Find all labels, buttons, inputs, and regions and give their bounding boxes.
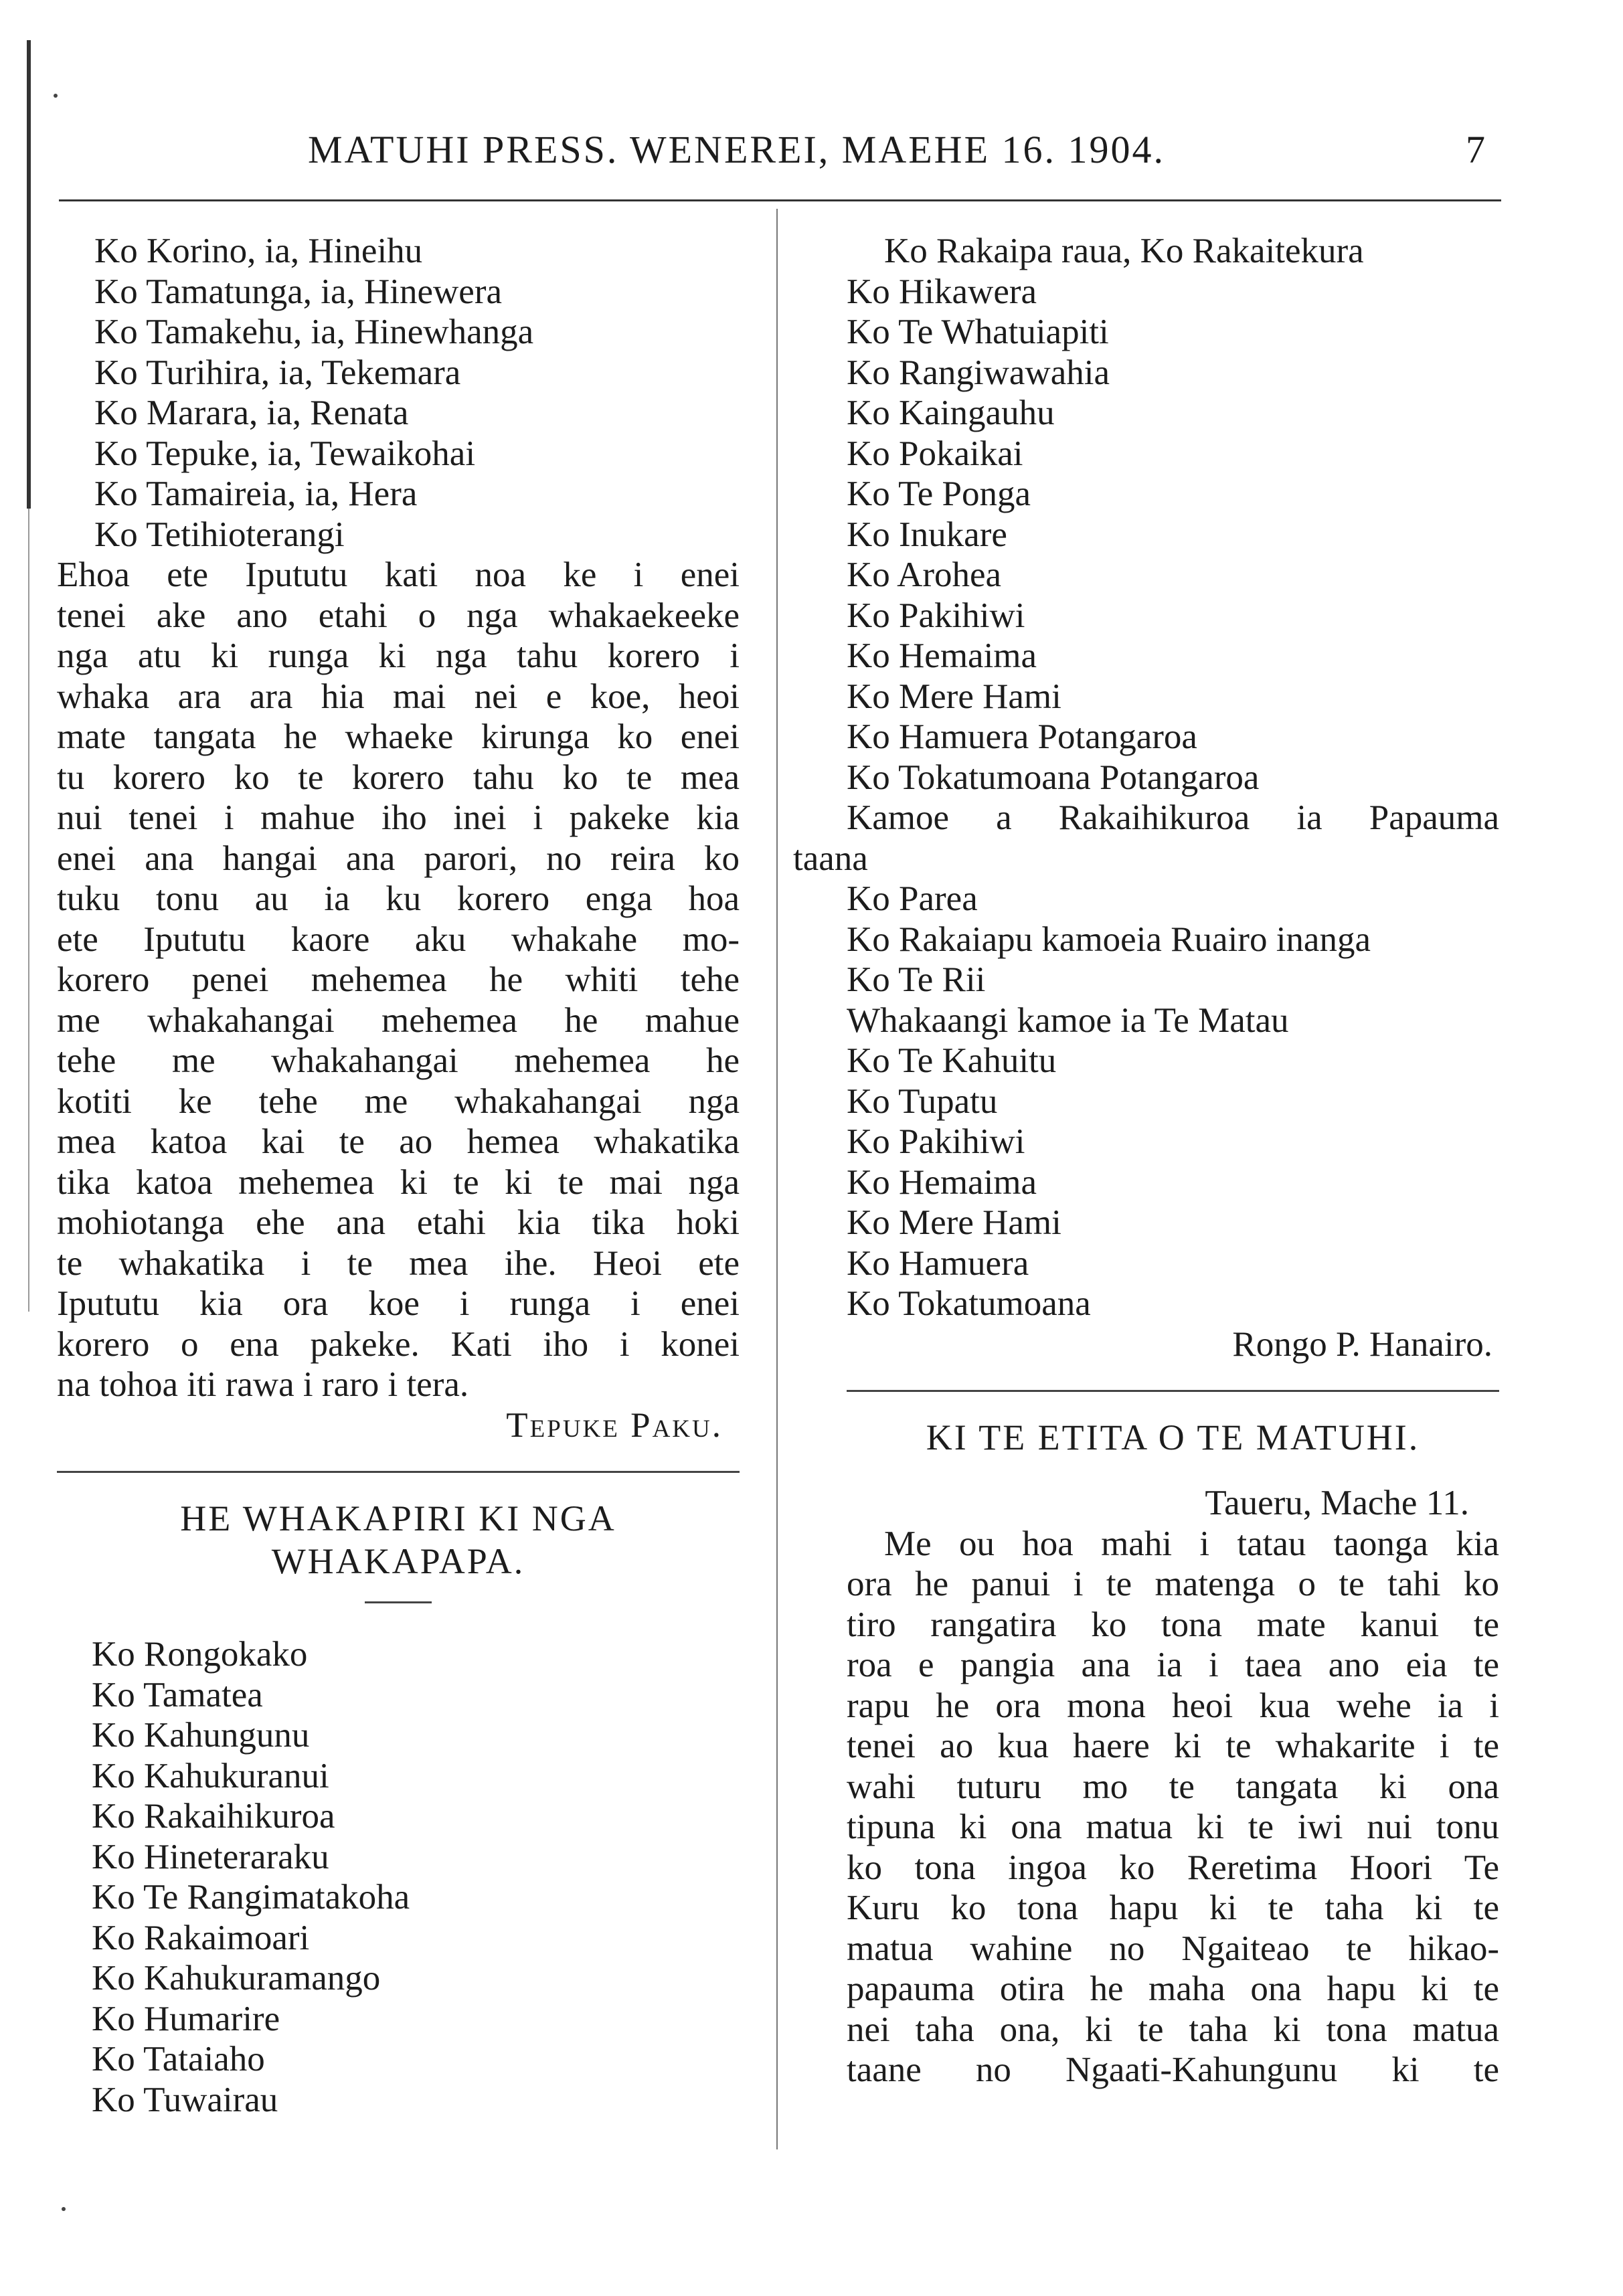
text-line: te whakatika i te mea ihe. Heoi ete (57, 1243, 740, 1283)
text-line: Me ou hoa mahi i tatau taonga kia (884, 1524, 1499, 1563)
genealogy-list (847, 231, 1499, 798)
section-rule (57, 1471, 740, 1473)
list-item: Ko Turihira, ia, Tekemara (94, 353, 461, 392)
text-line: tika katoa mehemea ki te ki te mai nga (57, 1162, 740, 1202)
list-item: Ko Tupatu (847, 1081, 998, 1121)
header-rule (59, 199, 1501, 201)
text-line: whaka ara ara hia mai nei e koe, heoi (57, 677, 740, 716)
list-item: Ko Pokaikai (847, 434, 1023, 473)
list-item: Ko Rakaimoari (92, 1918, 310, 1957)
text-line: Ehoa ete Ipututu kati noa ke i enei (57, 555, 740, 594)
text-line: roa e pangia ana ia i taea ano eia te (847, 1646, 1499, 1684)
list-item: Ko Rongokako (92, 1635, 308, 1674)
text-line: kotiti ke tehe me whakahangai nga (57, 1081, 740, 1121)
text-line: ko tona ingoa ko Reretima Hoori Te (847, 1848, 1499, 1887)
column-divider (776, 209, 778, 2149)
list-item: Ko Hineteraraku (92, 1837, 329, 1876)
list-item: Ko Te Rangimatakoha (92, 1878, 410, 1917)
text-line: nga atu ki runga ki nga tahu korero i (57, 636, 740, 675)
text-line: mea katoa kai te ao hemea whakatika (57, 1122, 740, 1161)
spacer (847, 1471, 1499, 1483)
text-line: mohiotanga ehe ana etahi kia tika hoki (57, 1203, 740, 1242)
list-item: Ko Kahungunu (92, 1716, 310, 1755)
running-head: MATUHI PRESS. WENEREI, MAEHE 16. 1904. (308, 128, 1165, 171)
list-item: Ko Pakihiwi (847, 596, 1025, 635)
section-heading: KI TE ETITA O TE MATUHI. (926, 1417, 1420, 1458)
list-item: Ko Parea (847, 879, 978, 918)
name-list-top (57, 231, 740, 555)
text-line: enei ana hangai ana parori, no reira ko (57, 838, 740, 878)
list-item: Ko Inukare (847, 515, 1007, 554)
text-line: tuku tonu au ia ku korero enga hoa (57, 879, 740, 918)
list-item: Ko Te Kahuitu (847, 1041, 1057, 1080)
list-item: Ko Mere Hami (847, 677, 1061, 716)
text-line: tenei ao kua haere ki te whakarite i te (847, 1727, 1499, 1765)
heading-line: HE WHAKAPIRI KI NGA (180, 1498, 616, 1538)
text-line: mate tangata he whaeke kirunga ko enei (57, 717, 740, 756)
text-line: Kuru ko tona hapu ki te taha ki te (847, 1888, 1499, 1927)
text-line: tipuna ki ona matua ki te iwi nui tonu (847, 1807, 1499, 1846)
list-item: Ko Hemaima (847, 1162, 1037, 1202)
letter-body-right (847, 1524, 1499, 2091)
list-item: Ko Te Rii (847, 960, 986, 999)
right-column (793, 231, 1499, 2091)
list-item: Ko Te Whatuiapiti (847, 313, 1109, 351)
text-line: tenei ake ano etahi o nga whakaekeeke (57, 596, 740, 635)
list-item: Ko Tetihioterangi (94, 515, 345, 554)
list-item: Ko Tamakehu, ia, Hinewhanga (94, 313, 534, 351)
list-item: Ko Mere Hami (847, 1203, 1061, 1242)
short-rule (365, 1601, 432, 1603)
list-item: Ko Tamaireia, ia, Hera (94, 474, 418, 513)
list-item: Whakaangi kamoe ia Te Matau (847, 1000, 1289, 1040)
text-line: matua wahine no Ngaiteao te hikao- (847, 1929, 1499, 1968)
list-item: Ko Tuwairau (92, 2080, 278, 2119)
text-line: Kamoe a Rakaihikuroa ia Papauma (847, 798, 1499, 837)
list-item: Ko Korino, ia, Hineihu (94, 232, 423, 270)
text-line: wahi tuturu mo te tangata ki ona (847, 1767, 1499, 1806)
list-item: Ko Tamatea (92, 1675, 263, 1714)
list-item: Ko Tamatunga, ia, Hinewera (94, 272, 503, 311)
list-item: Ko Tokatumoana (847, 1284, 1091, 1323)
ink-speck (62, 2207, 66, 2211)
page-edge-shadow (27, 40, 31, 509)
list-item: Ko Humarire (92, 1999, 280, 2038)
text-line: ete Ipututu kaore aku whakahe mo- (57, 919, 740, 959)
text-line: ora he panui i te matenga o te tahi ko (847, 1565, 1499, 1603)
text-line: korero o ena pakeke. Kati iho i konei (57, 1324, 740, 1364)
list-item: Ko Rangiwawahia (847, 353, 1110, 392)
section-rule (847, 1390, 1499, 1392)
ink-speck (54, 94, 58, 98)
letter-body-left (57, 555, 740, 1405)
text-line: rapu he ora mona heoi kua wehe ia i (847, 1686, 1499, 1725)
text-line: korero penei mehemea he whiti tehe (57, 960, 740, 999)
heading-line: WHAKAPAPA. (271, 1541, 525, 1581)
dateline: Taueru, Mache 11. (1205, 1484, 1469, 1522)
text-line: nui tenei i mahue iho inei i pakeke kia (57, 798, 740, 837)
list-item: Ko Rakaiapu kamoeia Ruairo inanga (847, 919, 1371, 959)
text-line: Ipututu kia ora koe i runga i enei (57, 1284, 740, 1323)
signature: Rongo P. Hanairo. (1232, 1324, 1492, 1364)
page-number: 7 (1466, 128, 1485, 171)
list-item: Ko Hemaima (847, 636, 1037, 675)
text-line: me whakahangai mehemea he mahue (57, 1000, 740, 1040)
list-item: Ko Kahukuramango (92, 1959, 381, 1998)
signature: Tepuke Paku. (506, 1405, 723, 1445)
left-column (57, 231, 740, 2120)
genealogy-list (57, 1634, 740, 2120)
text-line: taana (793, 838, 868, 878)
text-line: tiro rangatira ko tona mate kanui te (847, 1605, 1499, 1644)
list-item: Ko Tokatumoana Potangaroa (847, 758, 1260, 797)
genealogy-list (847, 879, 1499, 1324)
text-line: papauma otira he maha ona hapu ki te (847, 1969, 1499, 2008)
section-heading (57, 1497, 740, 1583)
list-item: Ko Arohea (847, 555, 1002, 594)
list-item: Ko Rakaipa raua, Ko Rakaitekura (884, 232, 1364, 270)
list-item: Ko Pakihiwi (847, 1122, 1025, 1161)
text-line: nei taha ona, ki te taha ki tona matua (847, 2010, 1499, 2049)
text-line: tehe me whakahangai mehemea he (57, 1041, 740, 1080)
list-item: Ko Rakaihikuroa (92, 1797, 335, 1836)
text-line: tu korero ko te korero tahu ko te mea (57, 758, 740, 797)
list-item: Ko Tepuke, ia, Tewaikohai (94, 434, 476, 473)
list-item: Ko Tataiaho (92, 2040, 265, 2079)
list-item: Ko Hamuera (847, 1243, 1029, 1283)
text-line: na tohoa iti rawa i raro i tera. (57, 1365, 469, 1404)
list-item: Ko Marara, ia, Renata (94, 393, 409, 432)
spacer (847, 1459, 1499, 1471)
list-item: Ko Kahukuranui (92, 1756, 329, 1795)
list-item: Ko Hikawera (847, 272, 1037, 311)
list-item: Ko Kaingauhu (847, 393, 1055, 432)
list-item: Ko Te Ponga (847, 474, 1031, 513)
list-item: Ko Hamuera Potangaroa (847, 717, 1197, 756)
page-edge-line (28, 509, 29, 1312)
page-header (0, 127, 1623, 174)
text-line: taane no Ngaati-Kahungunu ki te (847, 2050, 1499, 2089)
